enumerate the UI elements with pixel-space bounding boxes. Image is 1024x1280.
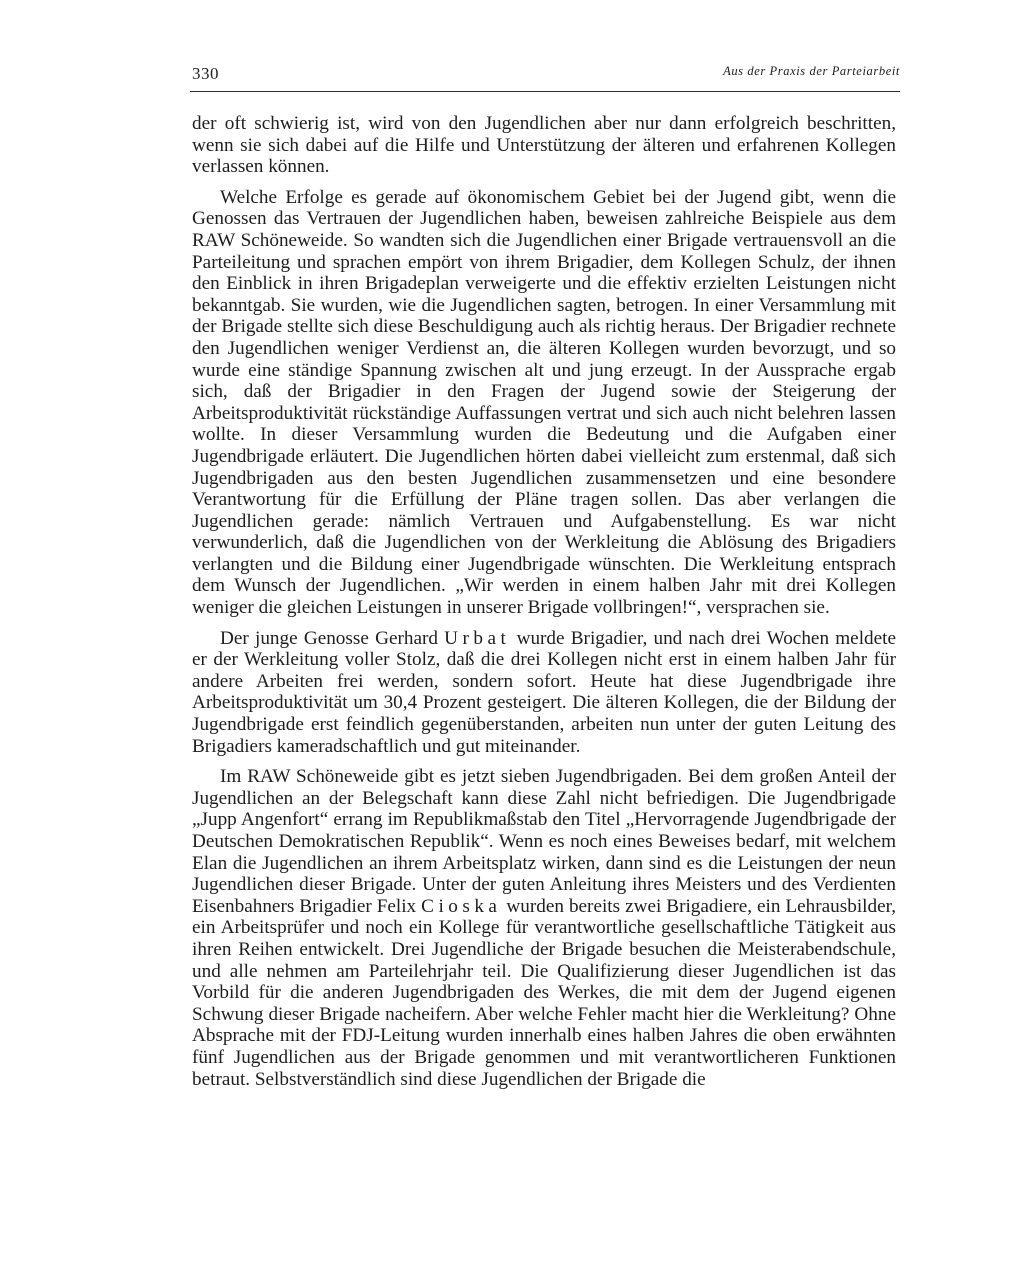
person-name-cioska: Cioska xyxy=(421,895,502,917)
paragraph-4-before: Im RAW Schöneweide gibt es jetzt sieben Jugendbrigaden. Bei dem großen Anteil der Jugendlichen an der Belegschaft kann diese Zahl nicht befriedigen. Die Jugendbrigade „Jupp Angenfort“ errang im Republikmaßstab den Titel „Hervorragende Jugendbrigade der Deutschen Demokratischen Republik“. Wenn es noch eines Beweises bedarf, mit welchem Elan die Jugendlichen an ihrem Arbeitsplatz wirken, dann sind es die Leistungen der neun Jugendlichen dieser Brigade. Unter der guten Anleitung ihres Meisters und des Verdienten Eisenbahners Brigadier Felix xyxy=(192,766,896,917)
header-rule xyxy=(190,91,900,92)
paragraph-4-after: wurden bereits zwei Brigadiere, ein Lehrausbilder, ein Arbeitsprüfer und noch ein Kollege für verantwortliche gesellschaftliche Tätigkeit aus ihren Reihen entwickelt. Drei Jugendliche der Brigade besuchen die Meisterabendschule, und alle nehmen am Parteilehrjahr teil. Die Qualifizierung dieser Jugendlichen ist das Vorbild für die anderen Jugendbrigaden des Werkes, die mit dem der Jugend eigenen Schwung dieser Brigade nacheifern. Aber welche Fehler macht hier die Werkleitung? Ohne Absprache mit der FDJ-Leitung wurden innerhalb eines halben Jahres die oben erwähnten fünf Jugendlichen aus der Brigade genommen und mit verantwortlicheren Funktionen betraut. Selbstverständlich sind diese Jugendlichen der Brigade die xyxy=(192,895,897,1090)
paragraph-3-after: wurde Brigadier, und nach drei Wochen meldete er der Werkleitung voller Stolz, daß die drei Kollegen nicht erst in einem halben Jahr für andere Arbeiten frei werden, sondern sofort. Heute hat diese Jugendbrigade ihre Arbeitsproduktivität um 30,4 Prozent gesteigert. Die älteren Kollegen, die der Bildung der Jugendbrigade erst feindlich gegenüberstanden, arbeiten nun unter der guten Leitung des Brigadiers kameradschaftlich und gut miteinander. xyxy=(192,627,896,757)
person-name-urbat: Urbat xyxy=(444,627,511,649)
paragraph-3 xyxy=(192,628,896,758)
paragraph-4 xyxy=(192,766,896,1090)
paragraph-3-before: Der junge Genosse Gerhard xyxy=(220,627,445,649)
running-head: Aus der Praxis der Parteiarbeit xyxy=(723,64,900,78)
page-number: 330 xyxy=(192,64,219,83)
paragraph-2: Welche Erfolge es gerade auf ökonomischem Gebiet bei der Jugend gibt, wenn die Genossen das Vertrauen der Jugendlichen haben, beweisen zahlreiche Beispiele aus dem RAW Schöneweide. So wandten sich die Jugendlichen einer Brigade vertrauensvoll an die Parteileitung und sprachen empört von ihrem Brigadier, dem Kollegen Schulz, der ihnen den Einblick in ihren Brigadeplan verweigerte und die effektiv erzielten Leistungen nicht bekanntgab. Sie wurden, wie die Jugendlichen sagten, betrogen. In einer Versammlung mit der Brigade stellte sich diese Beschuldigung auch als richtig heraus. Der Brigadier rechnete den Jugendlichen weniger Verdienst an, die älteren Kollegen wurden bevorzugt, und so wurde eine ständige Spannung zwischen alt und jung erzeugt. In der Aussprache ergab sich, daß der Brigadier in den Fragen der Jugend sowie der Steigerung der Arbeitsproduktivität rückständige Auffassungen vertrat und sich auch nicht belehren lassen wollte. In dieser Versammlung wurden die Bedeutung und die Aufgaben einer Jugendbrigade erläutert. Die Jugendlichen hörten dabei vielleicht zum erstenmal, daß sich Jugendbrigaden aus den besten Jugendlichen zusammensetzen und eine besondere Verantwortung für die Erfüllung der Pläne tragen sollen. Das aber verlangen die Jugendlichen gerade: nämlich Vertrauen und Aufgabenstellung. Es war nicht verwunderlich, daß die Jugendlichen von der Werkleitung die Ablösung des Brigadiers verlangten und die Bildung einer Jugendbrigade wünschten. Die Werkleitung entsprach dem Wunsch der Jugendlichen. „Wir werden in einem halben Jahr mit drei Kollegen weniger die gleichen Leistungen in unserer Brigade vollbringen!“, versprachen sie. xyxy=(192,186,896,619)
body-text xyxy=(192,113,896,1099)
paragraph-1: der oft schwierig ist, wird von den Jugendlichen aber nur dann erfolgreich beschritten, wenn sie sich dabei auf die Hilfe und Unterstützung der älteren und erfahrenen Kollegen verlassen können. xyxy=(192,113,896,178)
